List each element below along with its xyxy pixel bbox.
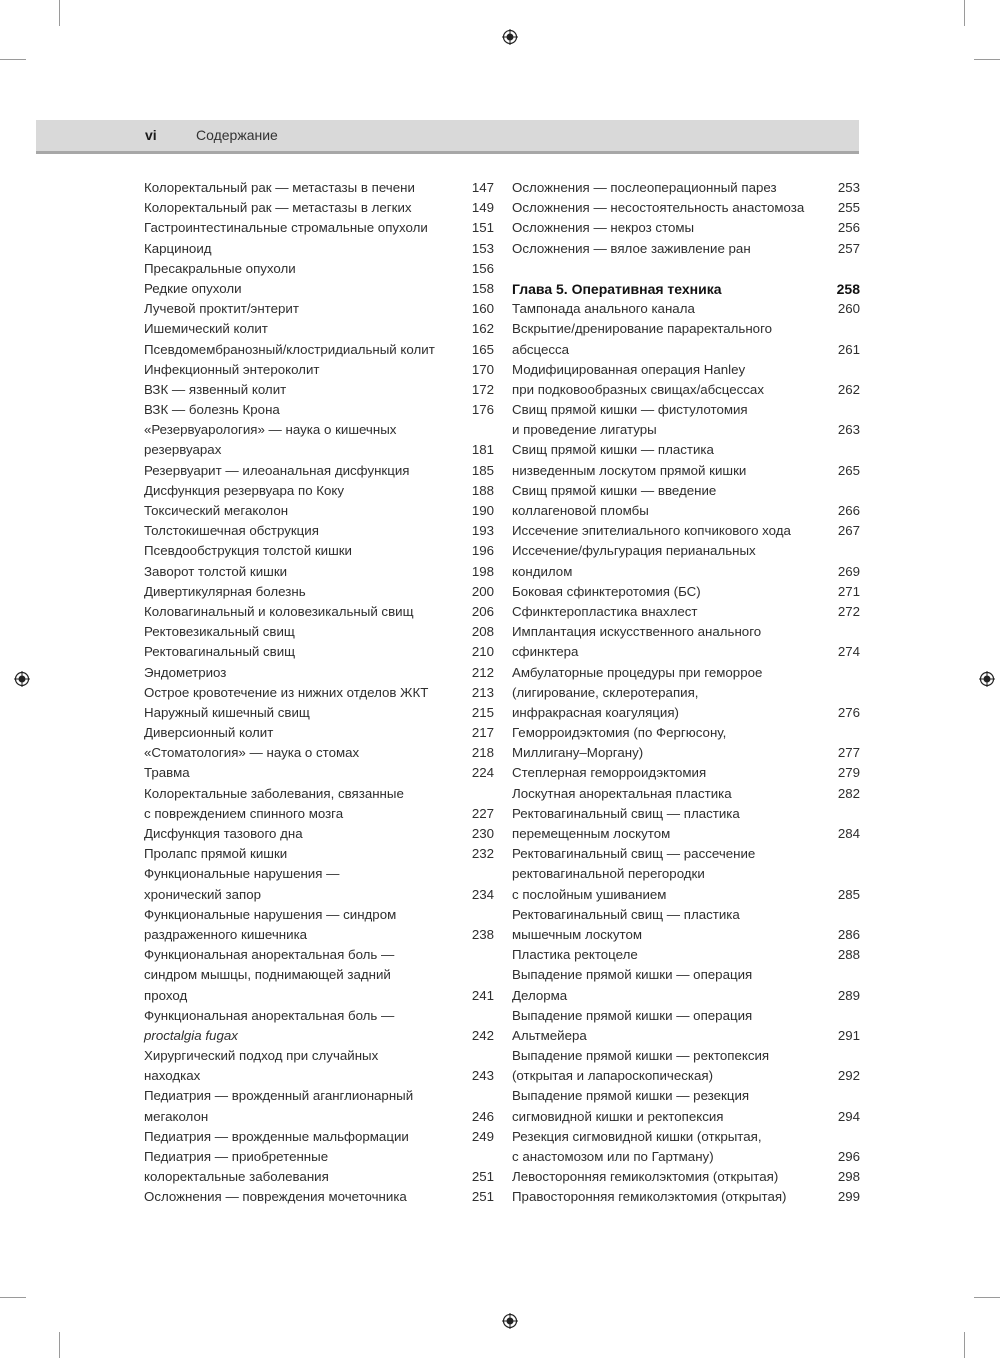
- toc-entry-page: 147: [471, 180, 494, 195]
- toc-entry-page: 213: [471, 684, 494, 700]
- toc-entry[interactable]: [512, 905, 860, 945]
- toc-entry[interactable]: [512, 784, 860, 804]
- toc-entry-title: с послойным ушиванием: [512, 886, 667, 902]
- toc-entry-page: 251: [471, 1169, 494, 1185]
- toc-entry-title: Осложнения — повреждения мочеточника: [144, 1189, 407, 1205]
- toc-entry-title: Иссечение/фульгурация перианальных: [512, 543, 756, 559]
- toc-entry[interactable]: [512, 299, 860, 319]
- toc-entry[interactable]: [512, 622, 860, 662]
- toc-entry-title: Осложнения — вялое заживление ран: [512, 240, 751, 256]
- toc-entry-title: колоректальные заболевания: [144, 1169, 329, 1185]
- toc-entry-page: 282: [837, 785, 860, 801]
- registration-mark-icon: [979, 671, 995, 687]
- toc-entry[interactable]: [512, 602, 860, 622]
- toc-entry-page: 196: [471, 543, 494, 559]
- toc-entry-page: 156: [471, 260, 494, 276]
- toc-entry[interactable]: [144, 259, 494, 279]
- toc-entry-title: Ректовагинальный свищ — пластика: [512, 906, 740, 922]
- toc-entry-page: 294: [837, 1108, 860, 1124]
- toc-entry-title: Пластика ректоцеле: [512, 947, 638, 963]
- toc-entry-page: 212: [471, 664, 494, 680]
- toc-entry-title: и проведение лигатуры: [512, 422, 657, 438]
- toc-entry[interactable]: [512, 945, 860, 965]
- toc-entry-page: 258: [836, 280, 860, 297]
- toc-entry-page: 262: [837, 381, 860, 397]
- crop-mark: [0, 59, 26, 60]
- toc-entry-title: Геморроидэктомия (по Фергюсону,: [512, 725, 727, 741]
- toc-entry-title: Ректовагинальный свищ: [144, 644, 296, 660]
- toc-entry-title: с анастомозом или по Гартману): [512, 1149, 714, 1164]
- toc-entry-title: Инфекционный энтероколит: [144, 361, 320, 377]
- crop-mark: [59, 1332, 60, 1358]
- toc-entry-title: Глава 5. Оперативная техника: [512, 280, 722, 297]
- toc-entry[interactable]: [144, 299, 494, 319]
- toc-entry[interactable]: [512, 1127, 860, 1167]
- toc-entry-title: Осложнения — некроз стомы: [512, 220, 695, 236]
- toc-entry[interactable]: [512, 400, 860, 440]
- toc-entry-page: 200: [471, 583, 494, 599]
- toc-entry-page: 208: [471, 624, 494, 640]
- toc-entry-page: 272: [837, 603, 860, 619]
- toc-entry-page: 188: [471, 482, 494, 498]
- toc-entry-title: Альтмейера: [512, 1027, 587, 1043]
- toc-entry-title: Миллигану–Моргану): [512, 745, 644, 761]
- toc-entry-title: Левосторонняя гемиколэктомия (открытая): [512, 1169, 779, 1185]
- toc-entry-title: мегаколон: [144, 1108, 209, 1124]
- toc-entry-title: Осложнения — послеоперационный парез: [512, 180, 777, 195]
- toc-entry-title: находках: [144, 1068, 201, 1084]
- toc-entry-page: 267: [837, 523, 860, 539]
- toc-entry-page: 198: [471, 563, 494, 579]
- toc-entry-page: 249: [471, 1128, 494, 1144]
- toc-entry[interactable]: [512, 319, 860, 359]
- toc-entry[interactable]: [144, 1086, 494, 1126]
- toc-entry[interactable]: [144, 521, 494, 541]
- toc-entry[interactable]: [144, 1046, 494, 1086]
- toc-entry-page: 242: [471, 1027, 494, 1043]
- toc-entry-page: 288: [837, 947, 860, 963]
- toc-entry[interactable]: [144, 279, 494, 299]
- toc-entry-title: Заворот толстой кишки: [144, 563, 288, 579]
- toc-entry-page: 218: [471, 745, 494, 761]
- toc-entry-title: Выпадение прямой кишки — операция: [512, 967, 753, 983]
- toc-entry-title: (открытая и лапароскопическая): [512, 1068, 714, 1084]
- toc-entry-title: Выпадение прямой кишки — операция: [512, 1007, 753, 1023]
- toc-entry-title: proctalgia fugax: [144, 1027, 238, 1043]
- toc-entry-page: 253: [837, 180, 860, 195]
- toc-entry[interactable]: [144, 1187, 494, 1207]
- toc-entry[interactable]: [144, 743, 494, 763]
- toc-entry-title: Функциональная аноректальная боль —: [144, 1007, 395, 1023]
- toc-entry-title: Функциональные нарушения —: [144, 866, 340, 882]
- toc-entry-title: абсцесса: [512, 341, 570, 357]
- running-header: [36, 120, 859, 154]
- toc-entry-page: 151: [471, 220, 494, 236]
- toc-entry-page: 274: [837, 644, 860, 660]
- toc-entry-page: 176: [471, 402, 494, 418]
- toc-entry[interactable]: [512, 965, 860, 1005]
- toc-entry-page: 246: [471, 1108, 494, 1124]
- toc-entry[interactable]: [512, 663, 860, 724]
- toc-entry-page: 257: [837, 240, 860, 256]
- toc-entry-page: 158: [471, 280, 494, 296]
- toc-entry-page: 263: [837, 422, 860, 438]
- toc-entry-title: Осложнения — несостоятельность анастомоза: [512, 200, 805, 216]
- toc-entry-page: 172: [471, 381, 494, 397]
- toc-entry-title: ВЗК — язвенный колит: [144, 381, 287, 397]
- toc-entry-page: 289: [837, 987, 860, 1003]
- toc-entry-page: 234: [471, 886, 494, 902]
- toc-entry-title: Ректовагинальный свищ — рассечение: [512, 846, 756, 862]
- toc-entry-title: Правосторонняя гемиколэктомия (открытая): [512, 1189, 787, 1205]
- toc-entry-title: Лоскутная аноректальная пластика: [512, 785, 732, 801]
- toc-entry-title: мышечным лоскутом: [512, 926, 643, 942]
- toc-left-column: [144, 178, 494, 1208]
- toc-entry-page: 285: [837, 886, 860, 902]
- toc-entry[interactable]: [144, 1006, 494, 1046]
- toc-entry[interactable]: [512, 198, 860, 218]
- toc-entry[interactable]: [144, 763, 494, 783]
- toc-entry-title: синдром мышцы, поднимающей задний: [144, 967, 391, 983]
- toc-entry[interactable]: [144, 380, 494, 400]
- toc-entry-page: 260: [837, 301, 860, 317]
- toc-entry-title: сфинктера: [512, 644, 579, 660]
- toc-entry[interactable]: [144, 218, 494, 238]
- toc-entry[interactable]: [512, 1046, 860, 1086]
- toc-entry-title: Карциноид: [144, 240, 212, 256]
- toc-entry-title: Дивертикулярная болезнь: [144, 583, 306, 599]
- toc-entry-title: Свищ прямой кишки — пластика: [512, 442, 714, 458]
- toc-entry-title: резервуарах: [144, 442, 222, 458]
- toc-entry-title: Иссечение эпителиального копчикового хода: [512, 523, 791, 539]
- toc-entry[interactable]: [144, 319, 494, 339]
- toc-entry-page: 243: [471, 1068, 494, 1084]
- toc-entry[interactable]: [144, 602, 494, 622]
- toc-entry-page: 255: [837, 200, 860, 216]
- toc-entry-page: 215: [471, 704, 494, 720]
- toc-entry-title: «Резервуарология» — наука о кишечных: [144, 422, 397, 438]
- toc-entry[interactable]: [512, 804, 860, 844]
- toc-entry-title: Резервуарит — илеоанальная дисфункция: [144, 462, 410, 478]
- toc-entry[interactable]: [144, 541, 494, 561]
- toc-entry[interactable]: [144, 400, 494, 420]
- registration-mark-icon: [502, 1313, 518, 1329]
- toc-entry-title: Травма: [144, 765, 190, 781]
- toc-entry[interactable]: [512, 1086, 860, 1126]
- toc-entry-title: Гастроинтестинальные стромальные опухоли: [144, 220, 428, 236]
- toc-entry-page: 224: [471, 765, 494, 781]
- toc-entry-title: Педиатрия — врожденный аганглионарный: [144, 1088, 414, 1104]
- toc-entry-title: Токсический мегаколон: [144, 503, 289, 518]
- toc-entry[interactable]: [144, 784, 494, 824]
- toc-entry[interactable]: [144, 663, 494, 683]
- toc-entry[interactable]: [512, 178, 860, 198]
- toc-entry-title: Выпадение прямой кишки — ректопексия: [512, 1048, 770, 1064]
- toc-entry-title: Ректовагинальный свищ — пластика: [512, 805, 740, 821]
- crop-mark: [964, 0, 965, 26]
- toc-entry[interactable]: [144, 1127, 494, 1147]
- toc-entry-page: 256: [837, 220, 860, 236]
- toc-entry[interactable]: [144, 360, 494, 380]
- toc-entry[interactable]: [144, 501, 494, 521]
- toc-entry[interactable]: [144, 824, 494, 844]
- toc-entry-page: 299: [837, 1189, 860, 1205]
- toc-entry-title: Диверсионный колит: [144, 725, 274, 741]
- toc-entry[interactable]: [144, 642, 494, 662]
- toc-entry-title: Резекция сигмовидной кишки (открытая,: [512, 1128, 762, 1144]
- toc-entry-page: 232: [471, 846, 494, 862]
- toc-entry-page: 238: [471, 926, 494, 942]
- toc-entry-title: Колоректальный рак — метастазы в легких: [144, 200, 412, 216]
- toc-entry-title: Ишемический колит: [144, 321, 268, 337]
- toc-entry-title: Сфинктеропластика внахлест: [512, 603, 698, 619]
- toc-entry-title: Тампонада анального канала: [512, 301, 695, 317]
- toc-entry-title: инфракрасная коагуляция): [512, 704, 679, 720]
- toc-entry[interactable]: [512, 541, 860, 581]
- toc-entry-title: Дисфункция тазового дна: [144, 826, 303, 841]
- toc-entry-page: 185: [471, 462, 494, 478]
- toc-entry-title: коллагеновой пломбы: [512, 503, 649, 518]
- toc-entry[interactable]: [144, 683, 494, 703]
- toc-entry-title: Толстокишечная обструкция: [144, 523, 319, 539]
- toc-entry-title: сигмовидной кишки и ректопексия: [512, 1108, 724, 1124]
- toc-entry[interactable]: [144, 582, 494, 602]
- toc-entry-page: 279: [837, 765, 860, 781]
- toc-entry-title: Степлерная геморроидэктомия: [512, 765, 707, 781]
- toc-entry-title: Колоректальный рак — метастазы в печени: [144, 180, 415, 195]
- registration-mark-icon: [14, 671, 30, 687]
- toc-entry-title: кондилом: [512, 563, 573, 579]
- toc-entry-title: низведенным лоскутом прямой кишки: [512, 462, 747, 478]
- toc-entry-title: Модифицированная операция Hanley: [512, 361, 746, 377]
- toc-entry[interactable]: [512, 1006, 860, 1046]
- toc-entry-page: 149: [471, 200, 494, 216]
- toc-entry-page: 227: [471, 805, 494, 821]
- toc-entry-page: 190: [471, 503, 494, 518]
- toc-entry-page: 165: [471, 341, 494, 357]
- toc-entry-page: 210: [471, 644, 494, 660]
- toc-entry-title: Наружный кишечный свищ: [144, 704, 310, 720]
- toc-entry-page: 291: [837, 1027, 860, 1043]
- toc-entry-title: Свищ прямой кишки — фистулотомия: [512, 402, 748, 418]
- toc-entry-title: (лигирование, склеротерапия,: [512, 684, 699, 700]
- toc-entry-page: 162: [471, 321, 494, 337]
- toc-entry[interactable]: [512, 1187, 860, 1207]
- toc-entry-title: Коловагинальный и коловезикальный свищ: [144, 603, 414, 619]
- toc-entry-page: 269: [837, 563, 860, 579]
- toc-entry[interactable]: [512, 360, 860, 400]
- toc-entry-title: ВЗК — болезнь Крона: [144, 402, 280, 418]
- toc-entry-title: Функциональная аноректальная боль —: [144, 947, 395, 963]
- toc-entry-page: 160: [471, 301, 494, 317]
- toc-entry-page: 241: [471, 987, 494, 1003]
- toc-spacer: [512, 259, 860, 279]
- page-title: Содержание: [196, 127, 278, 143]
- toc-entry[interactable]: [512, 481, 860, 521]
- toc-entry[interactable]: [512, 763, 860, 783]
- crop-mark: [974, 1297, 1000, 1298]
- toc-entry[interactable]: [144, 905, 494, 945]
- toc-entry-page: 286: [837, 926, 860, 942]
- toc-entry-page: 193: [471, 523, 494, 539]
- toc-entry-title: Выпадение прямой кишки — резекция: [512, 1088, 750, 1104]
- toc-entry-title: раздраженного кишечника: [144, 926, 308, 942]
- toc-entry-title: Педиатрия — приобретенные: [144, 1149, 329, 1164]
- toc-entry-page: 251: [471, 1189, 494, 1205]
- toc-entry-title: Имплантация искусственного анального: [512, 624, 762, 640]
- toc-entry-page: 284: [837, 826, 860, 841]
- toc-entry[interactable]: [144, 198, 494, 218]
- toc-entry[interactable]: [512, 1167, 860, 1187]
- toc-entry-page: 206: [471, 603, 494, 619]
- toc-entry-page: 292: [837, 1068, 860, 1084]
- toc-entry-page: 217: [471, 725, 494, 741]
- toc-entry-title: при подковообразных свищах/абсцессах: [512, 381, 764, 397]
- toc-entry-title: проход: [144, 987, 188, 1003]
- page-number: vi: [145, 127, 157, 143]
- toc-entry-title: хронический запор: [144, 886, 262, 902]
- toc-entry[interactable]: [144, 562, 494, 582]
- toc-entry[interactable]: [144, 481, 494, 501]
- toc-entry[interactable]: [144, 844, 494, 864]
- toc-entry-page: 230: [471, 826, 494, 841]
- toc-entry-title: Боковая сфинктеротомия (БС): [512, 583, 701, 599]
- toc-entry-page: 276: [837, 704, 860, 720]
- toc-entry-title: Эндометриоз: [144, 664, 227, 680]
- toc-entry[interactable]: [512, 582, 860, 602]
- toc-entry-title: Свищ прямой кишки — введение: [512, 482, 717, 498]
- toc-entry-title: Пролапс прямой кишки: [144, 846, 288, 862]
- toc-entry[interactable]: [144, 461, 494, 481]
- toc-entry-title: Лучевой проктит/энтерит: [144, 301, 299, 317]
- toc-entry[interactable]: [144, 178, 494, 198]
- toc-entry-page: 266: [837, 503, 860, 518]
- toc-entry-page: 271: [837, 583, 860, 599]
- toc-entry-title: Острое кровотечение из нижних отделов ЖКТ: [144, 684, 429, 700]
- toc-entry[interactable]: [144, 622, 494, 642]
- toc-entry[interactable]: [144, 239, 494, 259]
- toc-right-column: [512, 178, 860, 1208]
- toc-chapter-heading[interactable]: [512, 279, 860, 299]
- toc-entry-title: перемещенным лоскутом: [512, 826, 671, 841]
- toc-entry-page: 170: [471, 361, 494, 377]
- toc-entry[interactable]: [144, 864, 494, 904]
- toc-entry-page: 277: [837, 745, 860, 761]
- toc-entry-title: Делорма: [512, 987, 568, 1003]
- toc-entry[interactable]: [512, 239, 860, 259]
- crop-mark: [59, 0, 60, 26]
- toc-entry[interactable]: [144, 703, 494, 723]
- toc-entry-title: Псевдообструкция толстой кишки: [144, 543, 352, 559]
- toc-entry-title: Вскрытие/дренирование параректального: [512, 321, 773, 337]
- toc-entry-page: 153: [471, 240, 494, 256]
- crop-mark: [974, 59, 1000, 60]
- toc-entry[interactable]: [512, 440, 860, 480]
- registration-mark-icon: [502, 29, 518, 45]
- toc-entry-page: 261: [837, 341, 860, 357]
- toc-entry[interactable]: [512, 844, 860, 905]
- toc-entry[interactable]: [144, 723, 494, 743]
- toc-entry[interactable]: [144, 945, 494, 1006]
- toc-entry[interactable]: [144, 420, 494, 460]
- toc-entry-page: 265: [837, 462, 860, 478]
- toc-entry-title: Редкие опухоли: [144, 280, 242, 296]
- toc-entry-page: 296: [837, 1149, 860, 1164]
- toc-entry-title: Функциональные нарушения — синдром: [144, 906, 397, 922]
- toc-entry-page: 298: [837, 1169, 860, 1185]
- toc-entry-title: Ректовезикальный свищ: [144, 624, 295, 640]
- toc-entry[interactable]: [144, 340, 494, 360]
- toc-entry-title: Дисфункция резервуара по Коку: [144, 482, 345, 498]
- toc-entry-page: 181: [471, 442, 494, 458]
- toc-entry-title: Амбулаторные процедуры при геморрое: [512, 664, 763, 680]
- toc-entry[interactable]: [144, 1147, 494, 1187]
- toc-entry-title: Педиатрия — врожденные мальформации: [144, 1128, 409, 1144]
- toc-entry-title: с повреждением спинного мозга: [144, 805, 344, 821]
- toc-entry-title: Колоректальные заболевания, связанные: [144, 785, 404, 801]
- toc-entry-title: Пресакральные опухоли: [144, 260, 296, 276]
- toc-entry[interactable]: [512, 723, 860, 763]
- toc-entry[interactable]: [512, 521, 860, 541]
- toc-entry-title: ректовагинальной перегородки: [512, 866, 705, 882]
- crop-mark: [964, 1332, 965, 1358]
- toc-entry[interactable]: [512, 218, 860, 238]
- toc-entry-title: Псевдомембранозный/клостридиальный колит: [144, 341, 435, 357]
- toc-entry-title: Хирургический подход при случайных: [144, 1048, 379, 1064]
- toc-entry-title: «Стоматология» — наука о стомах: [144, 745, 360, 761]
- crop-mark: [0, 1297, 26, 1298]
